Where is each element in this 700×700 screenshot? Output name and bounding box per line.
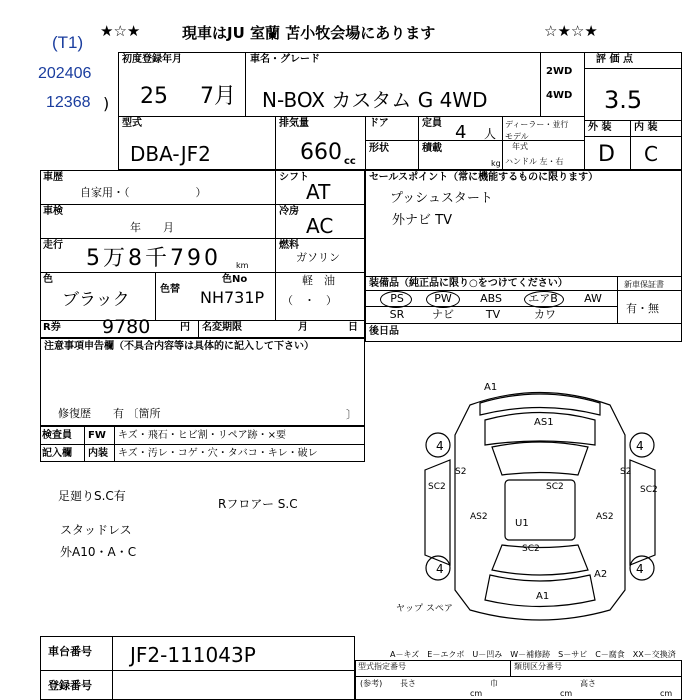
color-no-label: 色No bbox=[222, 274, 248, 285]
name-change-month: 月 bbox=[298, 322, 308, 333]
history-value: 自家用・（ ） bbox=[80, 186, 207, 199]
ref-label: (参考) bbox=[360, 679, 383, 688]
damage-s2-left: S2 bbox=[455, 467, 467, 477]
damage-sc2-left: SC2 bbox=[428, 482, 446, 492]
aircon-value: AC bbox=[306, 214, 334, 238]
damage-sc2-mid: SC2 bbox=[546, 482, 564, 492]
lot-code: (T1) bbox=[52, 33, 84, 52]
name-grade-label: 車名・グレード bbox=[250, 54, 320, 65]
2wd-label: 2WD bbox=[546, 66, 573, 77]
damage-sc2-right: SC2 bbox=[640, 485, 658, 495]
fw-label: FW bbox=[88, 430, 106, 441]
height-cm: cm bbox=[660, 689, 673, 698]
equip-pw: PW bbox=[434, 292, 452, 305]
damage-as2-left: AS2 bbox=[470, 512, 488, 522]
capacity-value: 4 bbox=[455, 122, 467, 143]
color-code-value: NH731P bbox=[200, 288, 265, 307]
header-stars-left: ★☆★ bbox=[100, 22, 141, 40]
sales-point-label: セールスポイント（常に機能するものに限ります） bbox=[369, 172, 599, 183]
door-label: ドア bbox=[369, 118, 389, 129]
recycle-value: 9780 bbox=[102, 316, 151, 338]
type-spec-label: 型式指定番号 bbox=[358, 662, 406, 671]
note-left-2: スタッドレス bbox=[60, 523, 132, 537]
kg-label: kg bbox=[491, 159, 501, 168]
damage-sc2-rear: SC2 bbox=[522, 544, 540, 554]
width-cm: cm bbox=[560, 689, 573, 698]
sales-line-1: プッシュスタート bbox=[390, 191, 493, 206]
tire-rear-left-value: 4 bbox=[436, 562, 444, 576]
interior-check-label: 内装 bbox=[88, 448, 108, 459]
length-cm: cm bbox=[470, 689, 483, 698]
car-name: N-BOX カスタム G 4WD bbox=[262, 88, 488, 112]
name-change-label: 名変期限 bbox=[202, 322, 242, 333]
tire-rear-right-value: 4 bbox=[636, 562, 644, 576]
damage-a1-rear: A1 bbox=[536, 591, 550, 602]
equip-aw: AW bbox=[584, 292, 602, 305]
warranty-label: 新車保証書 bbox=[624, 280, 664, 289]
cc-value: 660 bbox=[300, 140, 342, 165]
interior-label: 内 装 bbox=[634, 122, 658, 133]
color-change-label: 色替 bbox=[160, 284, 180, 295]
shift-value: AT bbox=[306, 180, 331, 204]
auction-date: 202406 bbox=[38, 65, 92, 82]
lot-number: 12368 bbox=[46, 94, 91, 111]
reg-month: 7月 bbox=[200, 84, 236, 109]
sales-line-2: 外ナビ TV bbox=[392, 213, 452, 228]
damage-a2: A2 bbox=[594, 569, 608, 580]
right-side-panel bbox=[630, 460, 655, 565]
note-left-1: 足廻りS.C有 bbox=[58, 489, 126, 503]
lot-bracket: ) bbox=[103, 94, 110, 113]
dealer-label: ディーラー・並行 bbox=[505, 120, 569, 129]
type-cat-label: 類別区分番号 bbox=[514, 662, 562, 671]
load-label: 積載 bbox=[422, 143, 442, 154]
equip-navi: ナビ bbox=[432, 308, 454, 321]
height-label: 高さ bbox=[580, 679, 596, 688]
eval-label: 評 価 点 bbox=[596, 54, 633, 65]
recycle-label: R券 bbox=[43, 322, 61, 333]
cc-unit: cc bbox=[344, 156, 356, 167]
shift-label: シフト bbox=[279, 172, 309, 183]
rear-label: 後日品 bbox=[369, 326, 399, 337]
fuel-paren: （ ・ ） bbox=[282, 294, 337, 307]
checker-label: 検査員 bbox=[42, 430, 72, 441]
equipment-label: 装備品（純正品に限り○をつけてください） bbox=[369, 278, 568, 289]
4wd-label: 4WD bbox=[546, 90, 573, 101]
width-label: 巾 bbox=[490, 679, 498, 688]
equip-circle-pw bbox=[426, 291, 460, 308]
equip-tv: TV bbox=[485, 308, 501, 321]
displacement-label: 排気量 bbox=[279, 118, 309, 129]
rear-window bbox=[492, 545, 588, 575]
roof bbox=[505, 480, 575, 540]
interior-items: キズ・汚レ・コゲ・穴・タバコ・キレ・破レ bbox=[118, 448, 318, 459]
fuel-diesel: 軽 油 bbox=[302, 274, 335, 287]
repair-history-label: 修復歴 有 〔箇所 bbox=[58, 407, 161, 420]
handle-label: ハンドル 左・右 bbox=[505, 157, 564, 166]
writer-label: 記入欄 bbox=[42, 448, 72, 459]
mileage-label: 走行 bbox=[43, 240, 63, 251]
chassis-value: JF2-111043P bbox=[130, 643, 256, 667]
capacity-unit: 人 bbox=[484, 127, 497, 141]
tire-front-right-value: 4 bbox=[636, 439, 644, 453]
equip-leather: カワ bbox=[534, 308, 556, 321]
windshield bbox=[492, 442, 588, 475]
year-word-label: 年式 bbox=[512, 142, 528, 151]
exterior-label: 外 装 bbox=[588, 122, 612, 133]
repair-bracket: 〕 bbox=[346, 408, 357, 421]
color-label: 色 bbox=[43, 274, 53, 285]
history-label: 車歴 bbox=[43, 172, 63, 183]
first-reg-label: 初度登録年月 bbox=[122, 54, 182, 65]
model-label: 型式 bbox=[122, 118, 142, 129]
exterior-grade: D bbox=[598, 142, 615, 167]
model-year-label: モデル bbox=[505, 132, 529, 141]
equip-ps: PS bbox=[390, 292, 404, 305]
reg-no-label: 登録番号 bbox=[48, 679, 92, 692]
header-title: 現車はJU 室蘭 苫小牧会場にあります bbox=[182, 24, 436, 42]
yen-unit: 円 bbox=[180, 322, 190, 333]
damage-s2-right: S2 bbox=[620, 467, 632, 477]
damage-legend: A－キズ E－エクボ U－凹み W－補修跡 S－サビ C－腐食 XX－交換済 bbox=[390, 650, 676, 659]
equip-abs: ABS bbox=[480, 292, 502, 305]
fw-items: キズ・飛石・ヒビ割・リペア跡・×要 bbox=[118, 430, 286, 441]
score: 3.5 bbox=[604, 86, 643, 114]
fuel-label: 燃料 bbox=[279, 240, 299, 251]
interior-grade: C bbox=[644, 142, 658, 166]
note-right-1: Rフロアー S.C bbox=[218, 497, 298, 511]
chassis-label: 車台番号 bbox=[48, 645, 92, 658]
length-label: 長さ bbox=[400, 679, 416, 688]
reg-year: 25 bbox=[140, 84, 168, 109]
left-side-panel bbox=[425, 460, 450, 565]
notes-label: 注意事項申告欄（不具合内容等は具体的に記入して下さい） bbox=[44, 341, 314, 352]
inspection-ym: 年 月 bbox=[130, 221, 174, 234]
equip-sr: SR bbox=[389, 308, 405, 321]
header-stars-right: ☆★☆★ bbox=[544, 22, 598, 40]
tire-front-left-value: 4 bbox=[436, 439, 444, 453]
warranty-value: 有・無 bbox=[626, 302, 659, 315]
rear-note: ヤップ スペア bbox=[396, 604, 453, 614]
note-left-3: 外A10・A・C bbox=[60, 545, 137, 559]
equip-circle-airbag bbox=[524, 291, 564, 308]
damage-u1: U1 bbox=[515, 518, 529, 529]
inspection-label: 車検 bbox=[43, 206, 63, 217]
damage-as1: AS1 bbox=[534, 417, 554, 428]
equip-circle-ps bbox=[380, 291, 412, 308]
shape-label: 形状 bbox=[369, 143, 389, 154]
damage-a1-front: A1 bbox=[484, 382, 498, 393]
damage-as2-right: AS2 bbox=[596, 512, 614, 522]
capacity-label: 定員 bbox=[422, 118, 442, 129]
aircon-label: 冷房 bbox=[279, 206, 299, 217]
name-change-day: 日 bbox=[348, 322, 358, 333]
color-value: ブラック bbox=[62, 290, 130, 310]
km-unit: km bbox=[236, 261, 249, 270]
fuel-gas: ガソリン bbox=[296, 251, 340, 264]
equip-airbag: エアB bbox=[528, 292, 558, 305]
mileage-value: 5万8千790 bbox=[86, 246, 221, 271]
model-code: DBA-JF2 bbox=[130, 142, 211, 166]
